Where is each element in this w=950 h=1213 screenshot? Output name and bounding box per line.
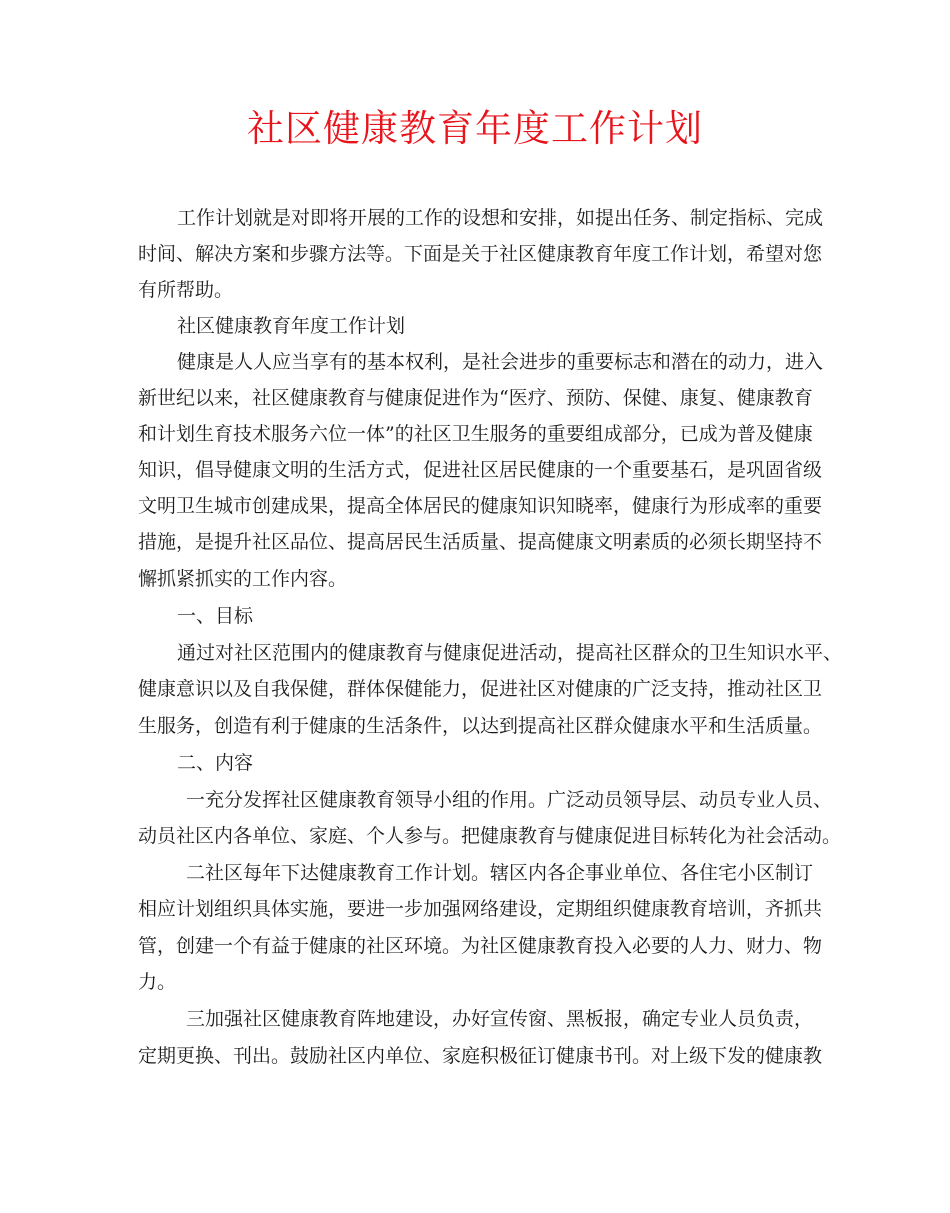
body-line: 三加强社区健康教育阵地建设，办好宣传窗、黑板报，确定专业人员负责， (186, 1008, 814, 1030)
body-line: 有所帮助。 (138, 279, 234, 301)
section-heading: 二、内容 (177, 752, 254, 774)
body-line: 二社区每年下达健康教育工作计划。辖区内各企事业单位、各住宅小区制订 (186, 862, 814, 884)
body-line: 力。 (138, 971, 177, 993)
body-line: 动员社区内各单位、家庭、个人参与。把健康教育与健康促进目标转化为社会活动。 (138, 825, 842, 847)
body-line: 知识，倡导健康文明的生活方式，促进社区居民健康的一个重要基石，是巩固省级 (138, 459, 823, 481)
body-line: 生服务，创造有利于健康的生活条件，以达到提高社区群众健康水平和生活质量。 (138, 715, 823, 737)
body-line: 相应计划组织具体实施，要进一步加强网络建设，定期组织健康教育培训，齐抓共 (138, 898, 823, 920)
section-heading: 社区健康教育年度工作计划 (177, 315, 406, 337)
body-line: 管，创建一个有益于健康的社区环境。为社区健康教育投入必要的人力、财力、物 (138, 935, 823, 957)
body-line: 工作计划就是对即将开展的工作的设想和安排，如提出任务、制定指标、完成 (177, 207, 824, 229)
body-line: 和计划生育技术服务六位一体”的社区卫生服务的重要组成部分，已成为普及健康 (138, 423, 813, 445)
body-line: 新世纪以来，社区健康教育与健康促进作为“医疗、预防、保健、康复、健康教育 (138, 387, 813, 409)
body-line: 时间、解决方案和步骤方法等。下面是关于社区健康教育年度工作计划，希望对您 (138, 243, 823, 265)
document-title: 社区健康教育年度工作计划 (247, 107, 703, 150)
body-line: 健康意识以及自我保健，群体保健能力，促进社区对健康的广泛支持，推动社区卫 (138, 678, 823, 700)
body-line: 一充分发挥社区健康教育领导小组的作用。广泛动员领导层、动员专业人员、 (186, 789, 833, 811)
body-line: 文明卫生城市创建成果，提高全体居民的健康知识知晓率，健康行为形成率的重要 (138, 495, 823, 517)
body-line: 定期更换、刊出。鼓励社区内单位、家庭积极征订健康书刊。对上级下发的健康教 (138, 1045, 823, 1067)
body-line: 健康是人人应当享有的基本权利，是社会进步的重要标志和潜在的动力，进入 (177, 351, 824, 373)
body-line: 通过对社区范围内的健康教育与健康促进活动，提高社区群众的卫生知识水平、 (177, 642, 843, 664)
body-line: 懈抓紧抓实的工作内容。 (138, 568, 348, 590)
section-heading: 一、目标 (177, 605, 254, 627)
body-line: 措施，是提升社区品位、提高居民生活质量、提高健康文明素质的必须长期坚持不 (138, 531, 823, 553)
